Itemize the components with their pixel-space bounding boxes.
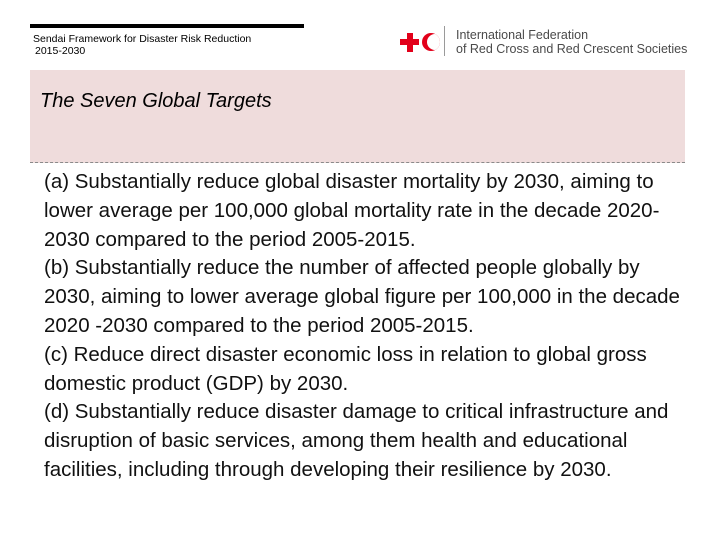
framework-title: Sendai Framework for Disaster Risk Reduction (33, 33, 252, 45)
header-rule (30, 24, 304, 28)
targets-list (44, 168, 694, 485)
ifrc-name-line1: International Federation (456, 28, 589, 42)
red-crescent-icon (422, 33, 440, 51)
ifrc-logo (400, 28, 687, 56)
document-header (33, 33, 251, 57)
target-d: (d) Substantially reduce disaster damage to critical infrastructure and disruption of basic services, among them health and educational facilities, including through developing their resilience by 2030. (44, 400, 669, 481)
ifrc-name (450, 28, 687, 56)
red-cross-icon (400, 33, 419, 52)
target-b: (b) Substantially reduce the number of affected people globally by 2030, aiming to lower average global figure per 100,000 in the decade 2020 -2030 compared to the period 2005-2015. (44, 256, 680, 337)
logo-divider (444, 26, 445, 56)
target-c: (c) Reduce direct disaster economic loss in relation to global gross domestic product (GDP) by 2030. (44, 342, 647, 395)
target-a: (a) Substantially reduce global disaster mortality by 2030, aiming to lower average per 100,000 global mortality rate in the decade 2020-2030 compared to the period 2005-2015. (44, 170, 660, 251)
slide-title: The Seven Global Targets (40, 90, 272, 112)
title-band (30, 70, 685, 163)
framework-years: 2015-2030 (35, 45, 86, 57)
ifrc-name-line2: of Red Cross and Red Crescent Societies (456, 42, 688, 56)
